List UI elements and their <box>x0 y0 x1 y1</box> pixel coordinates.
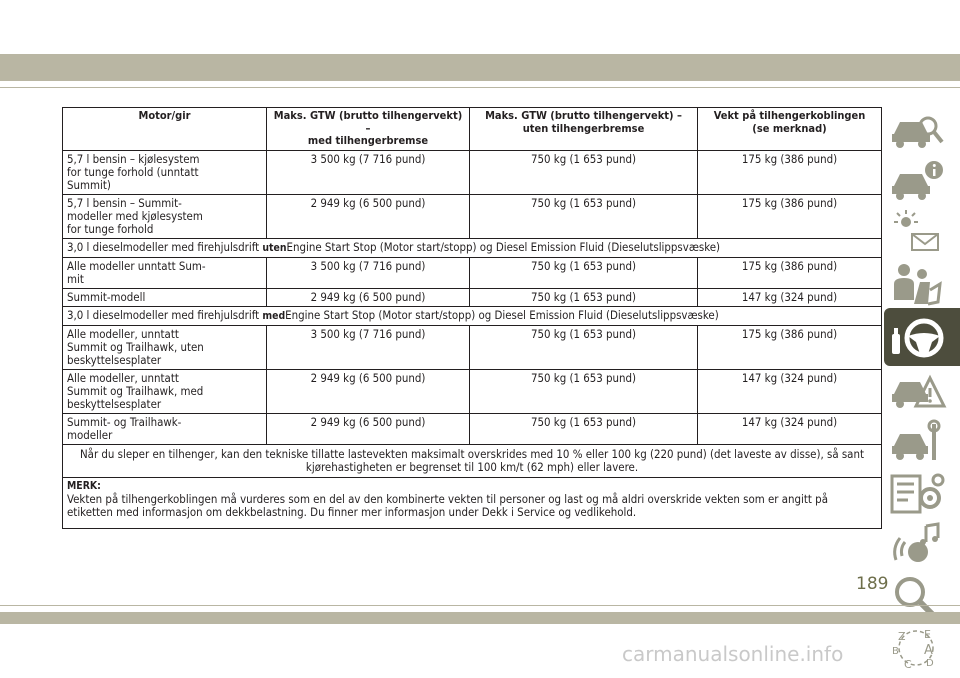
svg-text:C: C <box>904 658 912 671</box>
multimedia-icon <box>888 520 948 570</box>
gtw-nobrake-cell: 750 kg (1 653 pund) <box>470 288 698 306</box>
table-row <box>63 369 882 413</box>
section-suffix: Engine Start Stop (Motor start/stopp) og Diesel Emission Fluid (Dieselutslippsvæske) <box>286 239 721 254</box>
engine-cell: Summit-modell <box>63 288 267 306</box>
merk-row <box>63 477 882 528</box>
footer-band <box>0 612 960 624</box>
car-search-icon <box>888 104 948 154</box>
svg-text:D: D <box>926 658 934 669</box>
gtw-nobrake-cell: 750 kg (1 653 pund) <box>470 194 698 238</box>
page-number: 189 <box>856 574 889 594</box>
tab-warning-lights[interactable] <box>884 204 960 262</box>
gtw-brake-cell: 2 949 kg (6 500 pund) <box>267 413 470 444</box>
people-seat-icon <box>888 260 948 310</box>
towing-spec-table <box>62 107 882 529</box>
hitch-weight-cell: 175 kg (386 pund) <box>698 194 882 238</box>
hitch-weight-cell: 175 kg (386 pund) <box>698 150 882 194</box>
warning-lights-icon <box>888 208 948 258</box>
specs-gear-icon <box>888 468 948 518</box>
section-row <box>63 306 882 325</box>
header-band <box>0 54 960 81</box>
hitch-weight-cell: 175 kg (386 pund) <box>698 257 882 288</box>
hitch-weight-cell: 147 kg (324 pund) <box>698 288 882 306</box>
svg-text:A: A <box>924 643 933 658</box>
engine-cell: Summit- og Trailhawk- modeller <box>63 413 267 444</box>
engine-cell: Alle modeller, unntatt Summit og Trailhawk, uten beskyttelsesplater <box>63 325 267 369</box>
column-header: Maks. GTW (brutto tilhengervekt) – med tilhengerbremse <box>267 108 470 151</box>
section-prefix: 3,0 l dieselmodeller med firehjulsdrift <box>67 239 263 254</box>
hitch-weight-cell: 147 kg (324 pund) <box>698 369 882 413</box>
table-row <box>63 288 882 306</box>
watermark: carmanualsonline.info <box>622 642 844 666</box>
hitch-weight-cell: 147 kg (324 pund) <box>698 413 882 444</box>
towing-note: Når du sleper en tilhenger, kan den tekniske tillatte lastevekten maksimalt overskrides med 10 % eller 100 kg (220 pund) (det laveste av disse), så sant kjørehastigheten er begrenset til 100 km/t (62 mph) eller lavere. <box>63 444 882 477</box>
tab-multimedia[interactable] <box>884 516 960 574</box>
section-emphasis: uten <box>262 241 287 254</box>
gtw-brake-cell: 3 500 kg (7 716 pund) <box>267 150 470 194</box>
language-index-icon <box>888 624 948 674</box>
column-header: Motor/gir <box>63 108 267 151</box>
gtw-brake-cell: 3 500 kg (7 716 pund) <box>267 325 470 369</box>
tab-steering-wheel[interactable] <box>884 308 960 366</box>
column-header: Vekt på tilhengerkoblingen (se merknad) <box>698 108 882 151</box>
section-suffix: Engine Start Stop (Motor start/stopp) og Diesel Emission Fluid (Dieselutslippsvæske) <box>285 307 719 322</box>
table-row <box>63 413 882 444</box>
tab-people-seat[interactable] <box>884 256 960 314</box>
section-emphasis: med <box>262 309 286 322</box>
steering-wheel-icon <box>888 312 948 362</box>
car-info-icon <box>888 156 948 206</box>
note-row <box>63 444 882 477</box>
car-wrench-icon <box>888 416 948 466</box>
tab-specs[interactable] <box>884 464 960 522</box>
section-prefix: 3,0 l dieselmodeller med firehjulsdrift <box>67 307 263 322</box>
svg-text:E: E <box>924 628 931 641</box>
table-row <box>63 150 882 194</box>
column-header: Maks. GTW (brutto tilhengervekt) – uten tilhengerbremse <box>470 108 698 151</box>
gtw-nobrake-cell: 750 kg (1 653 pund) <box>470 369 698 413</box>
section-row <box>63 238 882 257</box>
section-heading <box>63 306 882 325</box>
table-row <box>63 257 882 288</box>
gtw-brake-cell: 2 949 kg (6 500 pund) <box>267 194 470 238</box>
gtw-nobrake-cell: 750 kg (1 653 pund) <box>470 150 698 194</box>
hitch-weight-cell: 175 kg (386 pund) <box>698 325 882 369</box>
section-heading <box>63 238 882 257</box>
svg-text:B: B <box>892 646 899 657</box>
header-row <box>63 108 882 151</box>
engine-cell: 5,7 l bensin – Summit- modeller med kjølesystem for tunge forhold <box>63 194 267 238</box>
gtw-brake-cell: 3 500 kg (7 716 pund) <box>267 257 470 288</box>
tab-car-wrench[interactable] <box>884 412 960 470</box>
hazard-triangle-icon <box>888 364 948 414</box>
merk-text: Vekten på tilhengerkoblingen må vurderes som en del av den kombinerte vekten til personer og last og må aldri overskride vekten som er angitt på etiketten med informasjon om dekkbelastning. Du finner mer informasjon under Dekk i Service og vedlikehold. <box>67 491 828 519</box>
engine-cell: Alle modeller, unntatt Summit og Trailhawk, med beskyttelsesplater <box>63 369 267 413</box>
tab-hazard[interactable] <box>884 360 960 418</box>
gtw-nobrake-cell: 750 kg (1 653 pund) <box>470 413 698 444</box>
table-row <box>63 325 882 369</box>
tab-index[interactable] <box>884 620 960 678</box>
gtw-nobrake-cell: 750 kg (1 653 pund) <box>470 257 698 288</box>
tab-car-search[interactable] <box>884 100 960 158</box>
merk-title: MERK: <box>67 479 101 492</box>
gtw-brake-cell: 2 949 kg (6 500 pund) <box>267 369 470 413</box>
header-rule <box>0 87 960 88</box>
svg-text:Z: Z <box>898 630 906 643</box>
merk-box <box>63 477 882 528</box>
engine-cell: Alle modeller unntatt Sum- mit <box>63 257 267 288</box>
table-row <box>63 194 882 238</box>
tab-car-info[interactable] <box>884 152 960 210</box>
gtw-brake-cell: 2 949 kg (6 500 pund) <box>267 288 470 306</box>
footer-rule <box>0 605 960 606</box>
engine-cell: 5,7 l bensin – kjølesystem for tunge forhold (unntatt Summit) <box>63 150 267 194</box>
gtw-nobrake-cell: 750 kg (1 653 pund) <box>470 325 698 369</box>
